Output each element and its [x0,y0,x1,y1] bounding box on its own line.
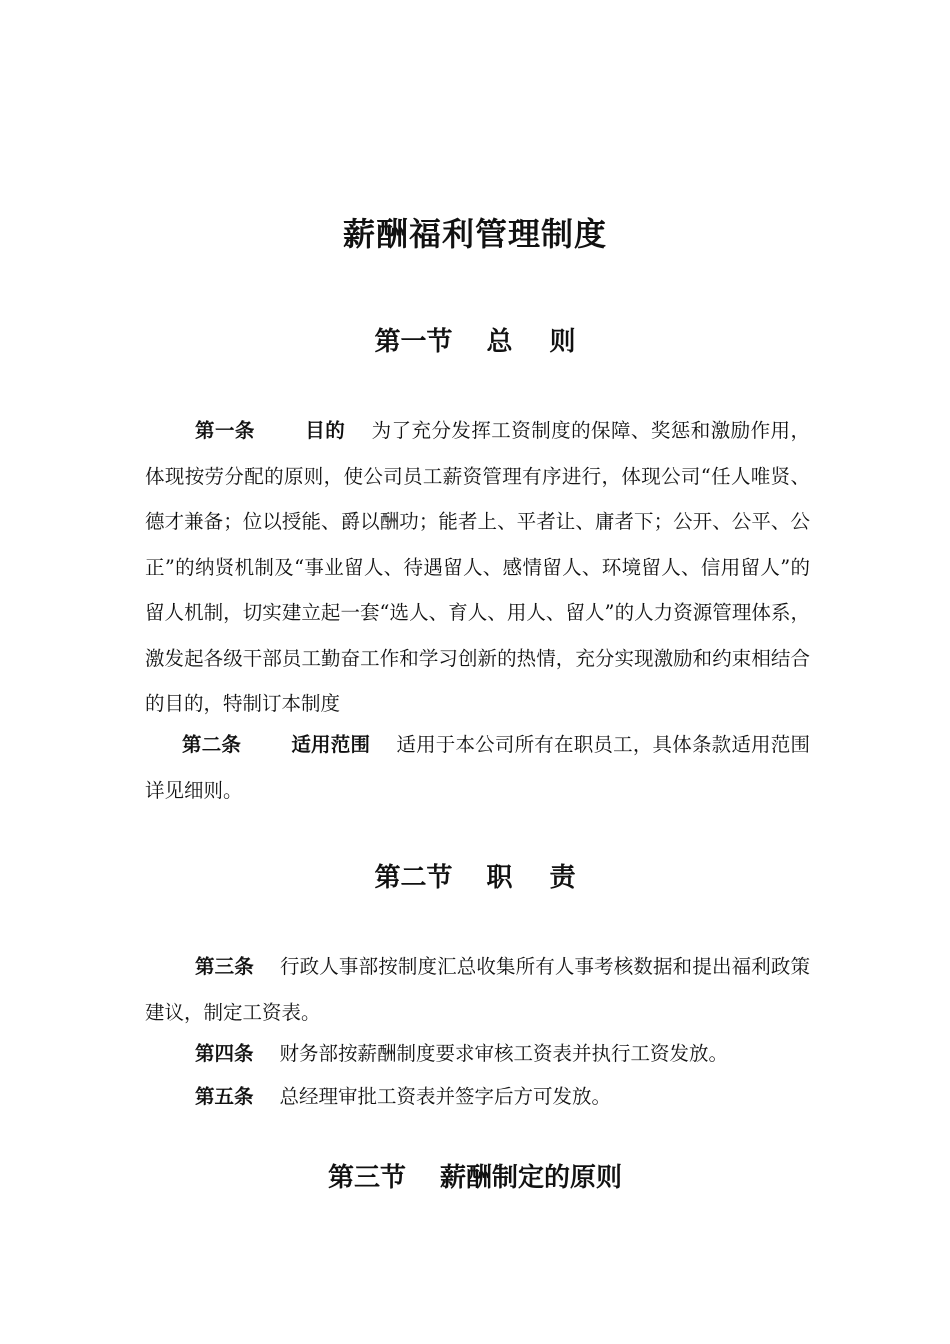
section-heading-3 [0,1160,950,1196]
article-number: 第二条 [182,733,242,756]
article-2 [145,722,810,813]
section-label: 第二节 [374,863,453,893]
article-5 [145,1074,810,1120]
section-heading-2 [0,860,950,896]
section-title: 薪酬制定的原则 [440,1163,623,1193]
section-title: 职 责 [486,863,590,893]
document-title: 薪酬福利管理制度 [342,215,607,253]
section-label: 第三节 [327,1163,406,1193]
section-heading-1 [0,324,950,360]
article-4 [145,1031,810,1077]
article-3 [145,944,810,1035]
article-keyword: 目的 [304,419,346,442]
article-text: 财务部按薪酬制度要求审核工资表并执行工资发放。 [279,1042,729,1065]
article-text: 行政人事部按制度汇总收集所有人事考核数据和提出福利政策建议，制定工资表。 [145,955,810,1024]
article-number: 第三条 [195,955,254,978]
article-number: 第四条 [195,1042,254,1065]
section-title: 总 则 [486,327,590,357]
article-text: 适用于本公司所有在职员工，具体条款适用范围详见细则。 [145,733,810,802]
article-keyword: 适用范围 [291,733,371,756]
article-text: 总经理审批工资表并签字后方可发放。 [279,1085,612,1108]
article-number: 第五条 [195,1085,254,1108]
article-text: 为了充分发挥工资制度的保障、奖惩和激励作用，体现按劳分配的原则，使公司员工薪资管理有序进行，体现公司“任人唯贤、德才兼备；位以授能、爵以酬功；能者上、平者让、庸者下；公开、公平、公正”的纳贤机制及“事业留人、待遇留人、感情留人、环境留人、信用留人”的留人机制，切实建立起一套“选人、育人、用人、留人”的人力资源管理体系，激发起各级干部员工勤奋工作和学习创新的热情，充分实现激励和约束相结合的目的，特制订本制度 [145,419,810,715]
section-label: 第一节 [374,327,453,357]
article-1 [145,408,810,727]
article-number: 第一条 [195,419,255,442]
